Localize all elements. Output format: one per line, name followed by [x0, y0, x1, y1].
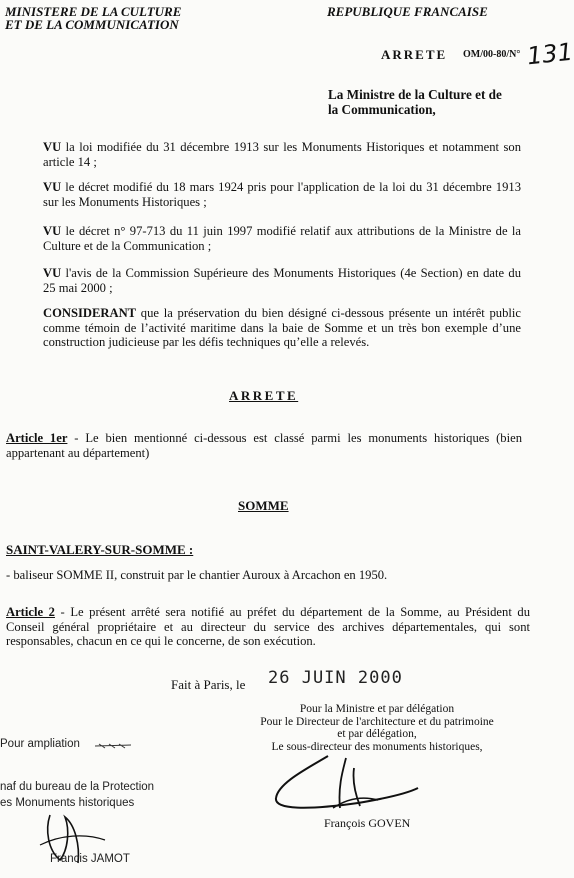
visa-2	[43, 180, 521, 209]
date-stamp: 26 JUIN 2000	[268, 668, 403, 688]
considerant-lead: CONSIDERANT	[43, 306, 137, 320]
visa-3	[43, 224, 521, 253]
reference-number-handwritten: 131	[525, 37, 574, 71]
visa-text: l'avis de la Commission Supérieure des Monuments Historiques (4e Section) en date du 25 mai 2000 ;	[43, 266, 521, 295]
protected-item: - baliseur SOMME II, construit par le chantier Auroux à Arcachon en 1950.	[6, 568, 388, 582]
delegation-line-2: Pour le Directeur de l'architecture et du patrimoine	[260, 715, 494, 728]
delegation-line-4: Le sous-directeur des monuments historiques,	[271, 740, 483, 753]
visa-lead: VU	[43, 266, 62, 280]
arrete-reference-prefix: OM/00-80/N°	[463, 49, 521, 60]
ampliation-mark	[93, 740, 133, 752]
department-heading: SOMME	[238, 498, 289, 513]
visa-lead: VU	[43, 140, 62, 154]
ampliation-line-1: naf du bureau de la Protection	[0, 781, 155, 793]
ampliation-signer-name: Francis JAMOT	[50, 853, 130, 865]
visa-text: la loi modifiée du 31 décembre 1913 sur les Monuments Historiques et notamment son article 14 ;	[43, 140, 521, 169]
visa-text: le décret modifié du 18 mars 1924 pris pour l'application de la loi du 31 décembre 1913 sur les Monuments Historiques ;	[43, 180, 521, 209]
visa-1	[43, 140, 521, 169]
republic-header: REPUBLIQUE FRANCAISE	[327, 4, 488, 19]
place-of-signing: Fait à Paris, le	[171, 677, 246, 692]
minister-signer-name: François GOVEN	[324, 816, 411, 830]
issuer-line-2: la Communication,	[328, 102, 436, 117]
ampliation-label: Pour ampliation	[0, 738, 80, 750]
issuer-block	[328, 87, 502, 117]
article-2-text: - Le présent arrêté sera notifié au préfet du département de la Somme, au Président du Conseil général propriétaire et au directeur du service des archives départementales, qui sont responsables, chacun en ce qui le concerne, de son exécution.	[6, 605, 530, 648]
delegation-block	[247, 703, 507, 753]
article-2-label: Article 2	[6, 605, 55, 619]
article-1-text: - Le bien mentionné ci-dessous est classé parmi les monuments historiques (bien appartenant au département)	[6, 431, 522, 460]
decision-title: ARRETE	[229, 388, 299, 403]
commune-heading: SAINT-VALERY-SUR-SOMME :	[6, 542, 194, 557]
arrete-reference-label: ARRETE	[381, 47, 448, 62]
article-1	[6, 431, 522, 460]
delegation-line-3: et par délégation,	[337, 728, 417, 740]
visa-4	[43, 266, 521, 295]
considerant	[43, 306, 521, 350]
article-1-label: Article 1er	[6, 431, 68, 445]
ministry-line-1: MINISTERE DE LA CULTURE	[5, 4, 182, 19]
ministry-line-2: ET DE LA COMMUNICATION	[5, 17, 179, 32]
article-2	[6, 605, 530, 649]
visa-lead: VU	[43, 224, 62, 238]
visa-lead: VU	[43, 180, 62, 194]
ministry-name	[5, 5, 181, 31]
delegation-line-1: Pour la Ministre et par délégation	[299, 703, 455, 715]
issuer-line-1: La Ministre de la Culture et de	[328, 87, 502, 102]
ampliation-line-2: es Monuments historiques	[0, 797, 135, 809]
visa-text: le décret n° 97-713 du 11 juin 1997 modifié relatif aux attributions de la Ministre de la Culture et de la Communication ;	[43, 224, 521, 253]
considerant-text: que la préservation du bien désigné ci-dessous présente un intérêt public comme témoin de l’activité maritime dans la baie de Somme et un très bon exemple d’une construction judicieuse par les défis techniques qu’elle a relevés.	[43, 306, 521, 349]
